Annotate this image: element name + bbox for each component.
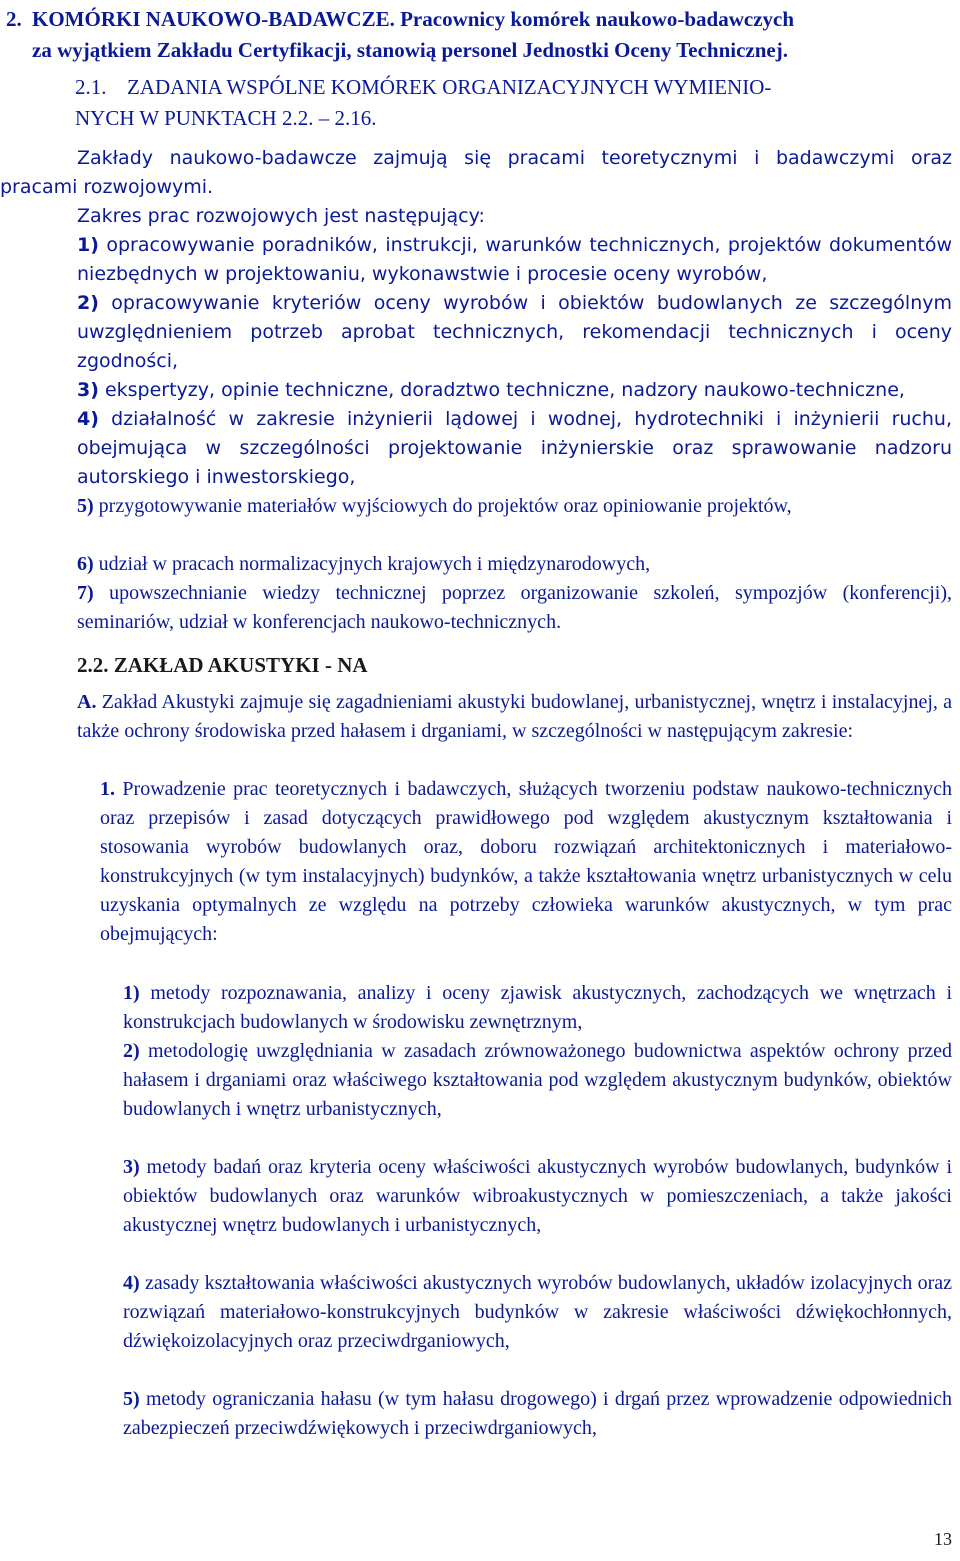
intro-line-1: Zakłady naukowo-badawcze zajmują się pracami teoretycznymi i badawczymi oraz (77, 147, 952, 169)
scope-item (77, 376, 952, 405)
subsection-title-line-2: NYCH W PUNKTACH 2.2. – 2.16. (75, 106, 377, 130)
scope-item (77, 289, 952, 376)
item-text: metodologię uwzględniania w zasadach zrównoważonego budownictwa aspektów ochrony przed hałasem i drganiami oraz właściwego kształtowania pod względem akustycznym budynków, obiektów budowlanych i wnętrz urbanistycznych, (123, 1040, 952, 1120)
item-number: 5) (77, 495, 94, 517)
section-title-line-1: KOMÓRKI NAUKOWO-BADAWCZE. Pracownicy komórek naukowo-badawczych (32, 7, 795, 31)
scope-item (77, 550, 952, 579)
section-2-2-heading: 2.2. ZAKŁAD AKUSTYKI - NA (77, 653, 368, 677)
item-number: 3) (123, 1156, 140, 1178)
item-text: metody badań oraz kryteria oceny właściwości akustycznych wyrobów budowlanych, budynków i obiektów budowlanych oraz warunków wibroakustycznych w pomieszczeniach, a także jakości akustycznej wnętrz budowlanych i urbanistycznych, (123, 1156, 952, 1236)
item-text: opracowywanie kryteriów oceny wyrobów i obiektów budowlanych ze szczególnym uwzględnieniem potrzeb aprobat technicznych, rekomendacji technicznych i oceny zgodności, (77, 292, 952, 372)
scope-item (77, 579, 952, 637)
item-text: metody ograniczania hałasu (w tym hałasu drogowego) i drgań przez wprowadzenie odpowiednich zabezpieczeń przeciwdźwiękowych i przeciwdrganiowych, (123, 1388, 952, 1439)
item-number: 4) (77, 408, 99, 430)
item-number: 7) (77, 582, 94, 604)
paragraph-text: Zakład Akustyki zajmuje się zagadnieniami akustyki budowlanej, urbanistycznej, wnętrz i instalacyjnej, a także ochrony środowiska przed hałasem i drganiami, w szczególności w następującym zakresie: (77, 691, 953, 742)
section-number: 2. (6, 7, 22, 31)
item-text: przygotowywanie materiałów wyjściowych do projektów oraz opiniowanie projektów, (98, 495, 792, 517)
item-number: 5) (123, 1388, 140, 1410)
paragraph-label: 1. (100, 778, 115, 800)
subsection-number: 2.1. (75, 75, 107, 99)
paragraph-a (77, 688, 952, 746)
item-text: upowszechnianie wiedzy technicznej poprzez organizowanie szkoleń, sympozjów (konferencji), seminariów, udział w konferencjach naukowo-technicznych. (77, 582, 952, 633)
item-number: 2) (77, 292, 99, 314)
sub-item (123, 1153, 952, 1240)
subsection-title-line-1: ZADANIA WSPÓLNE KOMÓREK ORGANIZACYJNYCH WYMIENIO- (127, 75, 772, 99)
item-number: 1) (123, 982, 140, 1004)
paragraph-text: Prowadzenie prac teoretycznych i badawczych, służących tworzeniu podstaw naukowo-technicznych oraz przepisów i zasad dotyczących prawidłowego pod względem akustycznym kształtowania i stosowania wyrobów budowlanych oraz, doboru rozwiązań architektonicznych i materiałowo-konstrukcyjnych (w tym instalacyjnych) budynków, a także kształtowania wnętrz urbanistycznych w celu uzyskania optymalnych ze względu na potrzeby człowieka warunków akustycznych, w tym prac obejmujących: (100, 778, 952, 945)
item-number: 1) (77, 234, 99, 256)
item-text: metody rozpoznawania, analizy i oceny zjawisk akustycznych, zachodzących we wnętrzach i konstrukcjach budowlanych w środowisku zewnętrznym, (123, 982, 953, 1033)
item-text: ekspertyzy, opinie techniczne, doradztwo techniczne, nadzory naukowo-techniczne, (104, 379, 905, 401)
sub-item (123, 1037, 952, 1124)
sub-item (123, 979, 952, 1037)
intro-line-2: pracami rozwojowymi. (0, 176, 214, 198)
item-text: opracowywanie poradników, instrukcji, warunków technicznych, projektów dokumentów niezbędnych w projektowaniu, wykonawstwie i procesie oceny wyrobów, (77, 234, 952, 285)
item-number: 6) (77, 553, 94, 575)
item-text: udział w pracach normalizacyjnych krajowych i międzynarodowych, (98, 553, 651, 575)
paragraph-1 (100, 775, 952, 949)
scope-lead-text: Zakres prac rozwojowych jest następujący: (77, 205, 485, 227)
section-title-line-2: za wyjątkiem Zakładu Certyfikacji, stanowią personel Jednostki Oceny Technicznej. (32, 38, 788, 62)
item-number: 3) (77, 379, 99, 401)
item-text: działalność w zakresie inżynierii lądowej i wodnej, hydrotechniki i inżynierii ruchu, obejmująca w szczególności projektowanie inżynierskie oraz sprawowanie nadzoru autorskiego i inwestorskiego, (77, 408, 952, 488)
sub-item (123, 1269, 952, 1356)
scope-item (77, 492, 952, 521)
item-number: 4) (123, 1272, 140, 1294)
item-number: 2) (123, 1040, 140, 1062)
scope-item (77, 405, 952, 492)
page-number: 13 (934, 1529, 952, 1549)
item-text: zasady kształtowania właściwości akustycznych wyrobów budowlanych, układów izolacyjnych oraz rozwiązań materiałowo-konstrukcyjnych budynków w zakresie właściwości dźwiękochłonnych, dźwiękoizolacyjnych oraz przeciwdrganiowych, (123, 1272, 953, 1352)
scope-item (77, 231, 952, 289)
paragraph-label: A. (77, 691, 97, 713)
sub-item (123, 1385, 952, 1443)
